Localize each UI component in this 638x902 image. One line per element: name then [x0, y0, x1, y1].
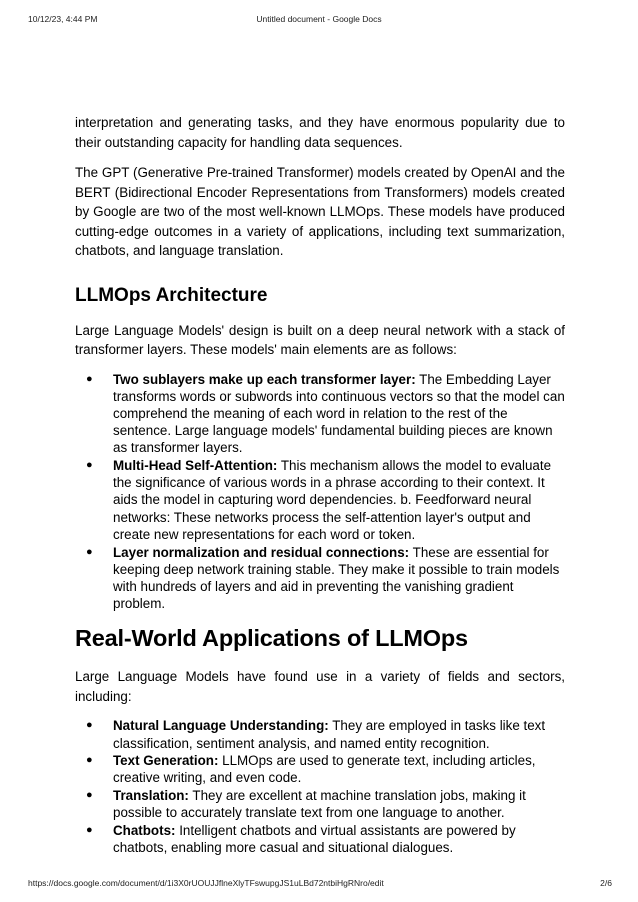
list-item — [75, 544, 565, 613]
print-page-number: 2/6 — [600, 878, 612, 888]
heading-llmops-architecture: LLMOps Architecture — [75, 284, 268, 306]
list-item-text: They are employed in tasks like text classification, sentiment analysis, and named entity recognition. — [113, 718, 546, 751]
paragraph-intro-continued: interpretation and generating tasks, and they have enormous popularity due to their outstanding capacity for handling data sequences. — [75, 115, 565, 150]
list-item-text: Intelligent chatbots and virtual assistants are powered by chatbots, enabling more casual and situational dialogues. — [113, 823, 516, 856]
bullet-icon: ● — [86, 754, 93, 767]
paragraph-architecture-intro: Large Language Models' design is built on a deep neural network with a stack of transformer layers. These models' main elements are as follows: — [75, 322, 565, 357]
list-item-term: Two sublayers make up each transformer layer: — [113, 371, 416, 387]
print-datetime: 10/12/23, 4:44 PM — [28, 14, 98, 24]
bullet-icon: ● — [86, 719, 93, 732]
list-item-term: Layer normalization and residual connections: — [113, 544, 410, 560]
architecture-list — [75, 371, 565, 613]
bullet-icon: ● — [86, 824, 93, 837]
print-doc-title: Untitled document - Google Docs — [256, 14, 382, 24]
list-item-text: This mechanism allows the model to evaluate the significance of various words in a phrase according to their context. It aids the model in capturing word dependencies. b. Feedforward neural networks: These networks process the self-attention layer's output and create new representations for each word or token. — [113, 458, 552, 542]
list-item — [75, 787, 565, 821]
list-item — [75, 717, 565, 751]
print-footer — [0, 878, 638, 890]
list-item-term: Multi-Head Self-Attention: — [113, 458, 278, 474]
list-item — [75, 822, 565, 856]
list-item-term: Text Generation: — [113, 753, 219, 769]
print-header — [0, 14, 638, 26]
list-item-text: LLMOps are used to generate text, including articles, creative writing, and even code. — [113, 753, 536, 786]
heading-real-world-applications: Real-World Applications of LLMOps — [75, 625, 468, 652]
bullet-icon: ● — [86, 545, 93, 558]
list-item — [75, 457, 565, 543]
list-item-term: Translation: — [113, 788, 189, 804]
list-item-text: The Embedding Layer transforms words or subwords into continuous vectors so that the model can comprehend the meaning of each word in relation to the rest of the sentence. Large language models' fundamental building pieces are known as transformer layers. — [113, 371, 565, 456]
applications-list — [75, 717, 565, 856]
list-item — [75, 752, 565, 786]
bullet-icon: ● — [86, 372, 93, 385]
list-item-term: Natural Language Understanding: — [113, 718, 329, 734]
bullet-icon: ● — [86, 459, 93, 472]
print-url: https://docs.google.com/document/d/1i3X0rUOUJJflneXlyTFswupgJS1uLBd72ntbiHgRNro/edit — [28, 878, 384, 888]
list-item-term: Chatbots: — [113, 823, 176, 839]
list-item-text: These are essential for keeping deep network training stable. They make it possible to train models with hundreds of layers and aid in preventing the vanishing gradient problem. — [113, 544, 560, 612]
list-item-text: They are excellent at machine translation jobs, making it possible to accurately translate text from one language to another. — [113, 788, 526, 821]
document-body — [75, 113, 565, 857]
bullet-icon: ● — [86, 789, 93, 802]
list-item — [75, 371, 565, 457]
paragraph-gpt-bert: The GPT (Generative Pre-trained Transformer) models created by OpenAI and the BERT (Bidirectional Encoder Representations from Transformers) models created by Google are two of the most well-known LLMOps. These models have produced cutting-edge outcomes in a variety of applications, including text summarization, chatbots, and language translation. — [75, 165, 565, 258]
paragraph-applications-intro: Large Language Models have found use in a variety of fields and sectors, including: — [75, 669, 565, 704]
